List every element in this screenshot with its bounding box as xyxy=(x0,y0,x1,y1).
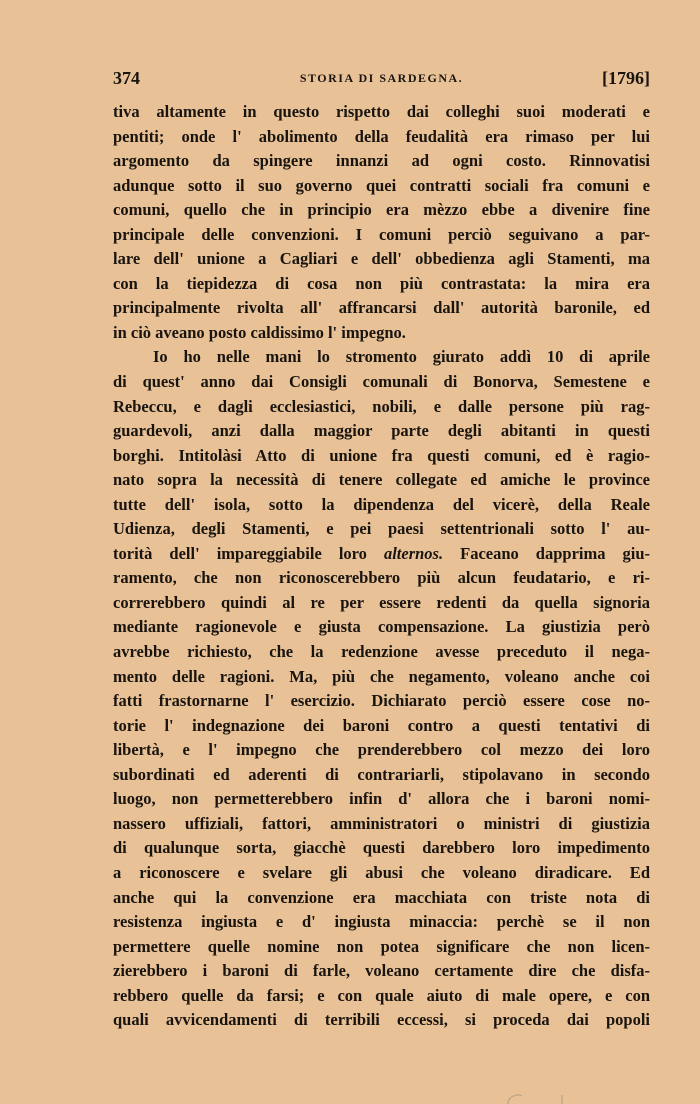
text-line: a riconoscere e svelare gli abusi che voleano diradicare. Ed xyxy=(113,862,650,882)
text-line: tiva altamente in questo rispetto dai colleghi suoi moderati e xyxy=(113,102,650,121)
running-head xyxy=(113,68,650,92)
text-line: nassero uffiziali, fattori, amministratori o ministri di giustizia xyxy=(113,813,650,833)
text-line: quali avvicendamenti di terribili eccessi, si proceda dai popoli xyxy=(113,1010,650,1030)
text-line: pentiti; onde l' abolimento della feudalità era rimaso per lui xyxy=(113,126,650,146)
text-line: zierebbero i baroni di farle, voleano certamente dire che disfa- xyxy=(113,961,650,981)
text-line: argomento da spingere innanzi ad ogni costo. Rinnovatisi xyxy=(113,151,650,171)
text-line: fatti frastornarne l' esercizio. Dichiarato perciò essere cose no- xyxy=(113,691,650,711)
text-line: borghi. Intitolàsi Atto di unione fra questi comuni, ed è ragio- xyxy=(113,445,650,465)
text-line: principale delle convenzioni. I comuni perciò seguivano a par- xyxy=(113,224,650,244)
text-line: guardevoli, anzi dalla maggior parte degli abitanti in questi xyxy=(113,421,650,441)
year-marker: [1796] xyxy=(602,68,650,88)
text-line: adunque sotto il suo governo quei contratti sociali fra comuni e xyxy=(113,175,650,195)
text-line: nato sopra la necessità di tenere collegate ed amiche le province xyxy=(113,470,650,490)
italic-term: alternos. xyxy=(383,543,444,563)
text-segment: Faceano dapprima giu- xyxy=(443,543,650,563)
scan-watermark xyxy=(500,1093,590,1104)
text-line: mediante ragionevole e giusta compensazione. La giustizia però xyxy=(113,617,650,637)
text-line: comuni, quello che in principio era mèzzo ebbe a divenire fine xyxy=(113,200,650,220)
text-line: con la tiepidezza di cosa non più contrastata: la mira era xyxy=(113,273,650,293)
text-line: di quest' anno dai Consigli comunali di Bonorva, Semestene e xyxy=(113,372,650,392)
text-line: subordinati ed aderenti di contrariarli, stipolavano in secondo xyxy=(113,764,650,784)
text-line: Rebeccu, e dagli ecclesiastici, nobili, e dalle persone più rag- xyxy=(113,396,650,416)
text-line: rebbero quelle da farsi; e con quale aiuto di male opere, e con xyxy=(113,985,650,1005)
text-line: resistenza ingiusta e d' ingiusta minaccia: perchè se il non xyxy=(113,912,650,932)
text-line: tutte dell' isola, sotto la dipendenza del vicerè, della Reale xyxy=(113,494,650,514)
running-title: STORIA DI SARDEGNA. xyxy=(299,71,464,85)
watermark-logo xyxy=(500,1093,590,1104)
text-line: lare dell' unione a Cagliari e dell' obbedienza agli Stamenti, ma xyxy=(113,249,650,269)
text-line: luogo, non permetterebbero infin d' allora che i baroni nomi- xyxy=(113,789,650,809)
body-text xyxy=(113,100,650,1033)
text-segment: torità dell' impareggiabile loro xyxy=(113,543,384,563)
text-line: in ciò aveano posto caldissimo l' impegno. xyxy=(113,322,406,342)
text-line: torie l' indegnazione dei baroni contro a questi tentativi di xyxy=(113,715,650,735)
text-line: principalmente rivolta all' affrancarsi dall' autorità baronile, ed xyxy=(113,298,650,318)
text-line: correrebbero quindi al re per essere redenti da quella signoria xyxy=(113,592,650,612)
text-line: ramento, che non riconoscerebbero più alcun feudatario, e ri- xyxy=(113,568,650,588)
text-line: avrebbe richiesto, che la redenzione avesse preceduto il nega- xyxy=(113,642,650,662)
text-line: Io ho nelle mani lo stromento giurato addì 10 di aprile xyxy=(153,347,650,367)
text-line: di qualunque sorta, giacchè questi darebbero loro impedimento xyxy=(113,838,650,858)
text-line: anche qui la convenzione era macchiata con triste nota di xyxy=(113,887,650,907)
text-line-italic xyxy=(113,542,650,567)
text-line: mento delle ragioni. Ma, più che negamento, voleano anche coi xyxy=(113,666,650,686)
page-number: 374 xyxy=(113,68,140,88)
text-line: libertà, e l' impegno che prenderebbero col mezzo dei loro xyxy=(113,740,650,760)
text-line: permettere quelle nomine non potea significare che non licen- xyxy=(113,936,650,956)
text-line: Udienza, degli Stamenti, e pei paesi settentrionali sotto l' au- xyxy=(113,519,650,539)
